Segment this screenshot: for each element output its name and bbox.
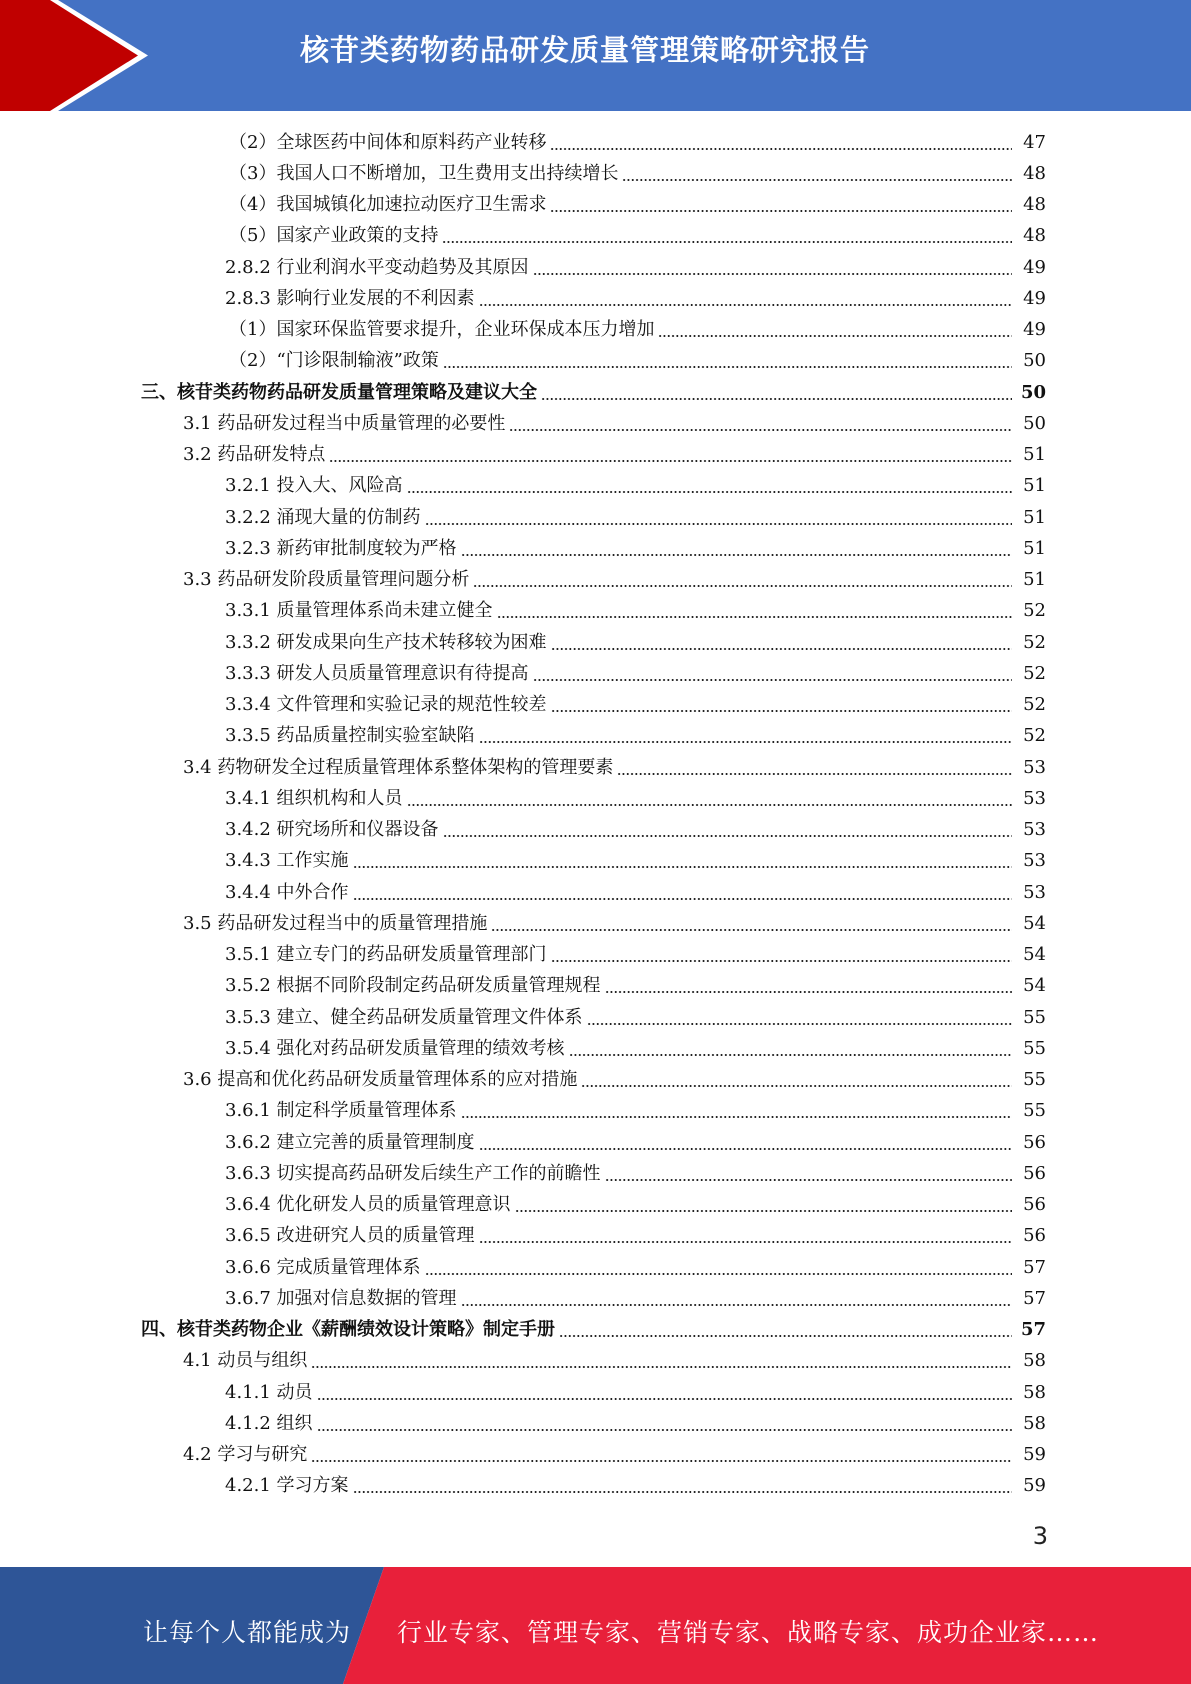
dot-leader [425,1273,1012,1275]
toc-entry-page: 53 [1023,819,1046,841]
toc-entry-page: 51 [1023,569,1046,591]
toc-entry[interactable] [0,846,1191,877]
toc-entry-page: 56 [1023,1225,1046,1247]
toc-entry-label: （1）国家环保监管要求提升，企业环保成本压力增加 [229,319,655,341]
toc-entry-page: 52 [1023,662,1046,684]
toc-entry[interactable] [0,158,1191,189]
toc-entry-label: 3.6.1 制定科学质量管理体系 [225,1100,457,1122]
toc-entry-page: 49 [1023,256,1046,278]
toc-entry[interactable] [0,315,1191,346]
toc-entry[interactable] [0,533,1191,564]
toc-entry[interactable] [0,721,1191,752]
toc-entry[interactable] [0,1065,1191,1096]
toc-entry-label: 3.5.2 根据不同阶段制定药品研发质量管理规程 [225,975,601,997]
toc-entry-page: 47 [1023,131,1046,153]
toc-entry-label: 3.2 药品研发特点 [183,444,326,466]
page-number: 3 [1032,1522,1048,1550]
toc-entry[interactable] [0,1002,1191,1033]
toc-entry-page: 58 [1023,1350,1046,1372]
toc-entry[interactable] [0,971,1191,1002]
toc-entry-label: 3.4.4 中外合作 [225,881,349,903]
toc-entry-label: 3.6.7 加强对信息数据的管理 [225,1287,457,1309]
toc-entry-label: 2.8.3 影响行业发展的不利因素 [225,287,475,309]
dot-leader [658,335,1012,337]
toc-entry-label: 4.1.1 动员 [225,1381,313,1403]
toc-entry-page: 56 [1023,1162,1046,1184]
toc-entry-label: 3.5.3 建立、健全药品研发质量管理文件体系 [225,1006,583,1028]
dot-leader [533,273,1012,275]
toc-entry[interactable] [0,690,1191,721]
toc-entry[interactable] [0,596,1191,627]
toc-entry[interactable] [0,1408,1191,1439]
toc-entry-label: （2）“门诊限制输液”政策 [229,350,439,372]
toc-entry[interactable] [0,252,1191,283]
dot-leader [407,804,1012,806]
toc-entry-label: 4.2 学习与研究 [183,1444,308,1466]
toc-entry-page: 54 [1023,912,1046,934]
toc-entry-page: 50 [1020,381,1046,403]
toc-entry-page: 49 [1023,319,1046,341]
dot-leader [443,835,1012,837]
toc-entry-page: 53 [1023,787,1046,809]
dot-leader [605,1179,1012,1181]
toc-entry-label: 三、核苷类药物药品研发质量管理策略及建议大全 [141,381,537,403]
toc-entry-page: 57 [1023,1256,1046,1278]
toc-entry-page: 52 [1023,694,1046,716]
toc-entry[interactable] [0,783,1191,814]
toc-entry[interactable] [0,1096,1191,1127]
footer-slogan-left: 让每个人都能成为 [143,1618,352,1647]
toc-entry-page: 52 [1023,600,1046,622]
red-chevron-icon [0,0,160,111]
table-of-contents [0,127,1191,1502]
page-footer [0,1567,1191,1684]
dot-leader [317,1398,1012,1400]
toc-entry[interactable] [0,283,1191,314]
toc-entry[interactable] [0,221,1191,252]
toc-entry-page: 54 [1023,975,1046,997]
dot-leader [587,1023,1012,1025]
toc-entry-page: 51 [1023,537,1046,559]
dot-leader [473,585,1012,587]
toc-entry[interactable] [0,1127,1191,1158]
dot-leader [551,648,1012,650]
dot-leader [617,773,1012,775]
toc-entry-label: 3.3 药品研发阶段质量管理问题分析 [183,569,470,591]
toc-entry-label: （3）我国人口不断增加，卫生费用支出持续增长 [229,162,619,184]
dot-leader [461,554,1012,556]
dot-leader [461,1116,1012,1118]
toc-entry-label: 3.5.1 建立专门的药品研发质量管理部门 [225,944,547,966]
dot-leader [353,898,1012,900]
toc-entry-label: 3.4.3 工作实施 [225,850,349,872]
toc-entry-page: 50 [1023,412,1046,434]
dot-leader [550,210,1012,212]
toc-entry-label: 3.5 药品研发过程当中的质量管理措施 [183,912,488,934]
toc-entry-label: 四、核苷类药物企业《薪酬绩效设计策略》制定手册 [141,1319,555,1341]
dot-leader [353,1491,1012,1493]
toc-entry[interactable] [0,408,1191,439]
toc-entry-label: 3.2.1 投入大、风险高 [225,475,403,497]
dot-leader [533,679,1012,681]
toc-entry-label: 3.2.3 新药审批制度较为严格 [225,537,457,559]
toc-entry-label: 4.1 动员与组织 [183,1350,308,1372]
toc-entry-label: 4.2.1 学习方案 [225,1475,349,1497]
toc-entry[interactable] [0,565,1191,596]
dot-leader [479,1148,1012,1150]
dot-leader [311,1366,1012,1368]
toc-entry-label: 3.4.1 组织机构和人员 [225,787,403,809]
page-title: 核苷类药物药品研发质量管理策略研究报告 [300,33,871,67]
toc-entry-label: 3.6.4 优化研发人员的质量管理意识 [225,1194,511,1216]
toc-entry-page: 59 [1023,1475,1046,1497]
toc-entry-page: 53 [1023,850,1046,872]
toc-entry-page: 56 [1023,1194,1046,1216]
toc-entry-label: 3.2.2 涌现大量的仿制药 [225,506,421,528]
dot-leader [569,1054,1012,1056]
toc-entry-page: 48 [1023,162,1046,184]
toc-entry-label: 3.6 提高和优化药品研发质量管理体系的应对措施 [183,1069,578,1091]
toc-entry-page: 48 [1023,225,1046,247]
toc-entry-label: 3.1 药品研发过程当中质量管理的必要性 [183,412,506,434]
dot-leader [317,1429,1012,1431]
dot-leader [491,929,1012,931]
dot-leader [479,741,1012,743]
toc-entry-label: 3.3.1 质量管理体系尚未建立健全 [225,600,493,622]
toc-entry-label: 3.4.2 研究场所和仪器设备 [225,819,439,841]
toc-entry-label: 4.1.2 组织 [225,1412,313,1434]
toc-entry-page: 53 [1023,756,1046,778]
toc-entry-label: 3.5.4 强化对药品研发质量管理的绩效考核 [225,1037,565,1059]
toc-entry[interactable] [0,658,1191,689]
toc-entry[interactable] [0,1221,1191,1252]
toc-entry[interactable] [0,627,1191,658]
dot-leader [479,1241,1012,1243]
toc-entry-page: 58 [1023,1381,1046,1403]
toc-entry-page: 55 [1023,1069,1046,1091]
footer-slogan-right: 行业专家、管理专家、营销专家、战略专家、成功企业家…… [397,1618,1100,1647]
toc-entry-label: 3.4 药物研发全过程质量管理体系整体架构的管理要素 [183,756,614,778]
toc-entry[interactable] [0,1252,1191,1283]
toc-entry[interactable] [0,502,1191,533]
dot-leader [329,460,1012,462]
toc-entry-label: 3.6.6 完成质量管理体系 [225,1256,421,1278]
toc-entry[interactable] [0,1471,1191,1502]
dot-leader [461,1304,1012,1306]
toc-entry[interactable] [0,1190,1191,1221]
toc-entry-page: 53 [1023,881,1046,903]
toc-entry-label: 2.8.2 行业利润水平变动趋势及其原因 [225,256,529,278]
toc-entry-label: 3.3.4 文件管理和实验记录的规范性较差 [225,694,547,716]
toc-entry-label: （5）国家产业政策的支持 [229,225,439,247]
toc-entry[interactable] [0,190,1191,221]
toc-entry[interactable] [0,377,1191,408]
dot-leader [407,491,1012,493]
dot-leader [442,241,1012,243]
toc-entry-page: 55 [1023,1100,1046,1122]
toc-entry-label: 3.6.2 建立完善的质量管理制度 [225,1131,475,1153]
toc-entry-page: 55 [1023,1037,1046,1059]
page-header [0,0,1191,111]
toc-entry[interactable] [0,1377,1191,1408]
dot-leader [605,991,1012,993]
toc-entry-page: 58 [1023,1412,1046,1434]
toc-entry[interactable] [0,1033,1191,1064]
toc-entry[interactable] [0,346,1191,377]
dot-leader [509,429,1012,431]
toc-entry-page: 52 [1023,725,1046,747]
toc-entry[interactable] [0,471,1191,502]
toc-entry-page: 56 [1023,1131,1046,1153]
toc-entry[interactable] [0,815,1191,846]
toc-entry-page: 49 [1023,287,1046,309]
dot-leader [559,1335,1012,1337]
toc-entry-label: （4）我国城镇化加速拉动医疗卫生需求 [229,194,547,216]
toc-entry-label: 3.6.3 切实提高药品研发后续生产工作的前瞻性 [225,1162,601,1184]
toc-entry[interactable] [0,1440,1191,1471]
toc-entry-page: 59 [1023,1444,1046,1466]
toc-entry[interactable] [0,752,1191,783]
dot-leader [622,179,1012,181]
toc-entry-label: 3.3.2 研发成果向生产技术转移较为困难 [225,631,547,653]
toc-entry-page: 55 [1023,1006,1046,1028]
toc-entry-page: 57 [1020,1319,1046,1341]
dot-leader [353,866,1012,868]
dot-leader [479,304,1012,306]
toc-entry-page: 51 [1023,444,1046,466]
dot-leader [425,523,1012,525]
dot-leader [311,1460,1012,1462]
toc-entry-page: 48 [1023,194,1046,216]
toc-entry[interactable] [0,1158,1191,1189]
toc-entry-label: 3.6.5 改进研究人员的质量管理 [225,1225,475,1247]
toc-entry[interactable] [0,1346,1191,1377]
dot-leader [551,960,1012,962]
dot-leader [515,1210,1012,1212]
toc-entry-page: 54 [1023,944,1046,966]
dot-leader [541,398,1012,400]
toc-entry[interactable] [0,1315,1191,1346]
dot-leader [443,366,1012,368]
dot-leader [497,616,1012,618]
dot-leader [581,1085,1012,1087]
toc-entry-label: 3.3.5 药品质量控制实验室缺陷 [225,725,475,747]
toc-entry-label: 3.3.3 研发人员质量管理意识有待提高 [225,662,529,684]
toc-entry[interactable] [0,1283,1191,1314]
toc-entry[interactable] [0,440,1191,471]
toc-entry[interactable] [0,940,1191,971]
toc-entry-page: 57 [1023,1287,1046,1309]
toc-entry[interactable] [0,908,1191,939]
toc-entry[interactable] [0,877,1191,908]
toc-entry-page: 50 [1023,350,1046,372]
toc-entry-label: （2）全球医药中间体和原料药产业转移 [229,131,547,153]
toc-entry[interactable] [0,127,1191,158]
toc-entry-page: 52 [1023,631,1046,653]
dot-leader [551,710,1012,712]
toc-entry-page: 51 [1023,475,1046,497]
dot-leader [550,148,1012,150]
toc-entry-page: 51 [1023,506,1046,528]
